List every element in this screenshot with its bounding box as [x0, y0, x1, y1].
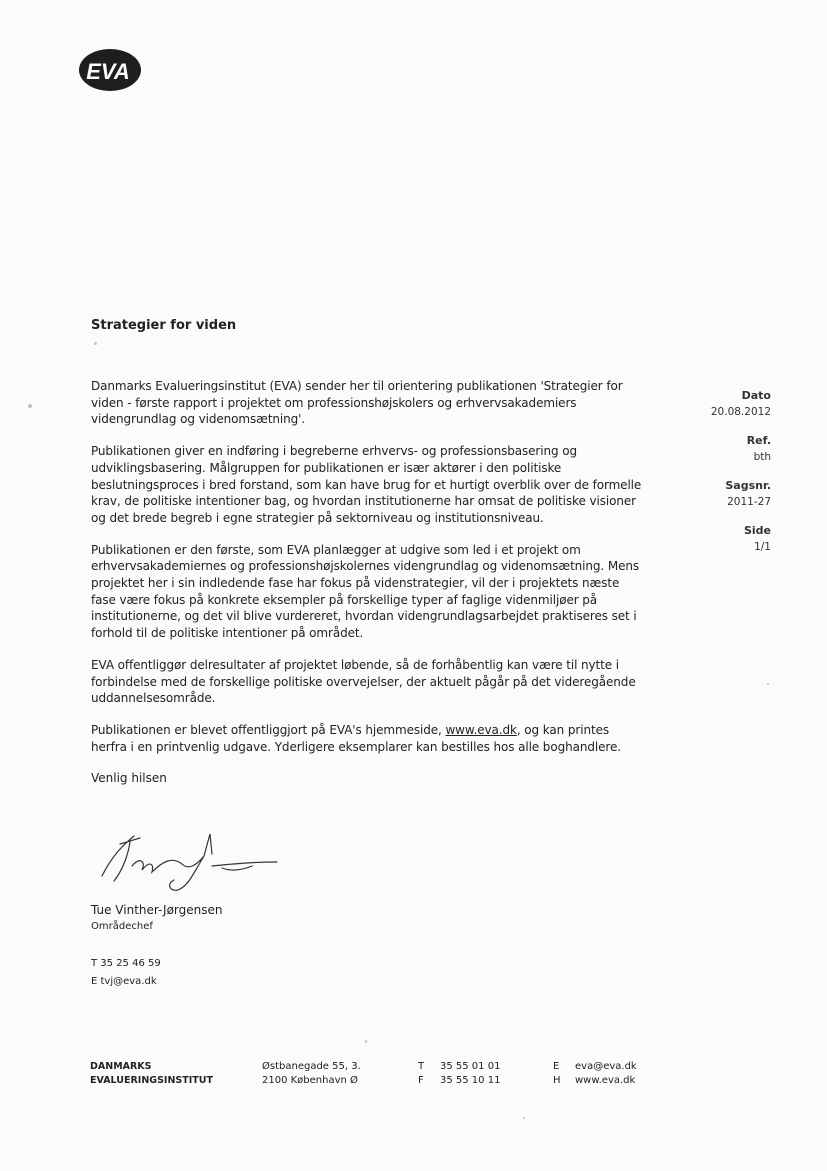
meta-side	[651, 523, 771, 555]
signer-phone: T 35 25 46 59	[91, 958, 161, 969]
website-text-before: Publikationen er blevet offentliggjort på EVA's hjemmeside,	[91, 722, 446, 737]
footer-address-line1: Østbanegade 55, 3.	[262, 1061, 361, 1072]
meta-ref	[651, 433, 771, 465]
footer-email	[553, 1060, 637, 1074]
paragraph-website	[91, 722, 646, 755]
dato-value: 20.08.2012	[710, 406, 771, 418]
signer-role: Områdechef	[91, 921, 153, 932]
footer-address-line2: 2100 København Ø	[262, 1075, 358, 1086]
handwritten-signature	[92, 826, 282, 896]
footer-phone-letter: T	[418, 1061, 425, 1072]
logo-text: EVA	[86, 59, 130, 84]
footer-org-line1: DANMARKS	[90, 1061, 152, 1072]
paragraph-intro: Danmarks Evalueringsinstitut (EVA) sender her til orientering publikationen 'Strategier for viden - første rapport i projektet om professionshøjskolers og erhvervsakademiers videngrundlag og videnomsætning'.	[91, 379, 623, 427]
footer-organization	[90, 1060, 213, 1088]
closing: Venlig hilsen	[91, 771, 167, 786]
website-link[interactable]: www.eva.dk	[445, 722, 517, 737]
signer-block	[91, 902, 223, 935]
scan-speck	[523, 1117, 525, 1119]
meta-dato	[651, 388, 771, 420]
scan-speck	[28, 404, 32, 408]
letter-title: Strategier for viden	[91, 318, 237, 333]
footer-web-address: www.eva.dk	[575, 1075, 636, 1086]
ref-label: Ref.	[746, 434, 771, 447]
ref-value: bth	[753, 451, 771, 463]
footer-fax-number: 35 55 10 11	[440, 1075, 501, 1086]
footer-org-line2: EVALUERINGSINSTITUT	[90, 1075, 213, 1086]
scan-speck	[94, 342, 97, 345]
scan-speck	[767, 683, 769, 685]
website-text-after: , og kan printes herfra i en printvenlig udgave. Yderligere eksemplarer kan bestilles hos alle boghandlere.	[91, 722, 621, 754]
footer-web-letter: H	[553, 1075, 561, 1086]
footer-fax	[418, 1074, 500, 1088]
paragraph-project: Publikationen er den første, som EVA planlægger at udgive som led i et projekt om erhvervsakademiernes og professionshøjskolernes videngrundlag og videnomsætning. Mens projektet her i sin indledende fase har fokus på videnstrategier, vil der i projektets næste fase være fokus på konkrete eksempler på forskellige typer af faglige videnmiljøer på institutionerne, og det vil blive vurdereret, hvordan videngrundlagsarbejdet praktiseres set i forhold til de politiske intentioner på området.	[91, 542, 640, 641]
paragraph-purpose: Publikationen giver en indføring i begreberne erhvervs- og professionsbasering og udviklingsbasering. Målgruppen for publikationen er især aktører i den politiske beslutningsproces i bred forstand, som kan have brug for et hurtigt overblik over de formelle krav, de politiske intentioner bag, og hvordan institutionerne har omsat de politiske visioner og det brede begreb i egne strategier på sektorniveau og institutionsniveau.	[91, 444, 642, 525]
footer-email-address: eva@eva.dk	[575, 1061, 637, 1072]
letter-metadata	[651, 388, 771, 568]
footer-email-letter: E	[553, 1061, 560, 1072]
footer-web	[553, 1074, 637, 1088]
paragraph-results: EVA offentliggør delresultater af projektet løbende, så de forhåbentlig kan være til nytte i forbindelse med de forskellige politiske overvejelser, der aktuelt pågår på det videregående uddannelsesområde.	[91, 657, 636, 706]
meta-sagsnr	[651, 478, 771, 510]
footer-phone-number: 35 55 01 01	[440, 1061, 501, 1072]
footer-address	[262, 1060, 361, 1088]
footer-online	[553, 1060, 637, 1088]
signer-contact	[91, 955, 161, 991]
sagsnr-label: Sagsnr.	[725, 479, 771, 492]
signer-email: E tvj@eva.dk	[91, 976, 157, 987]
scan-speck	[365, 1040, 367, 1043]
eva-logo	[76, 44, 146, 94]
footer-fax-letter: F	[418, 1075, 424, 1086]
dato-label: Dato	[741, 389, 771, 402]
side-label: Side	[743, 524, 771, 537]
side-value: 1/1	[754, 541, 771, 553]
sagsnr-value: 2011-27	[727, 496, 771, 508]
footer-phone-fax	[418, 1060, 500, 1088]
footer-phone	[418, 1060, 500, 1074]
letter-body	[91, 378, 646, 787]
signer-name: Tue Vinther-Jørgensen	[91, 903, 223, 917]
